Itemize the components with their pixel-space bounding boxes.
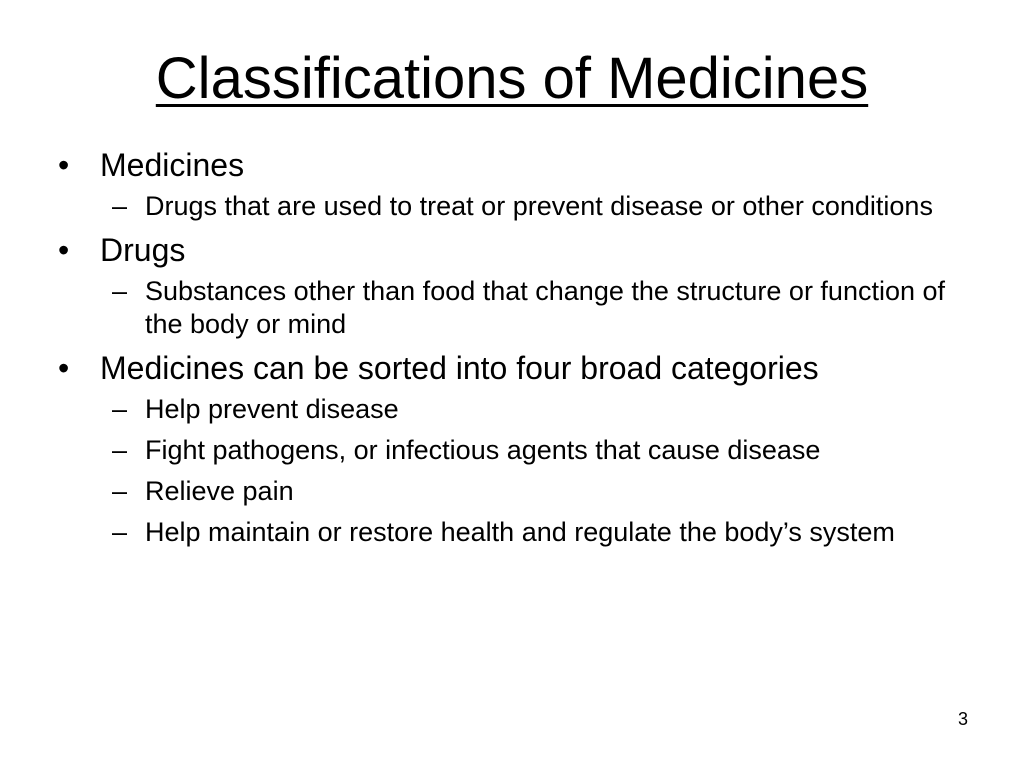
slide-title-text: Classifications of Medicines (155, 46, 869, 111)
sub-bullet-item (52, 275, 962, 341)
sub-bullet-item (52, 190, 962, 223)
bullet-text: Medicines can be sorted into four broad categories (100, 350, 819, 386)
sub-bullet-item (52, 393, 962, 426)
sub-bullet-text: Help maintain or restore health and regulate the body’s system (145, 517, 895, 547)
dash-icon: – (112, 435, 128, 465)
sub-bullet-text: Drugs that are used to treat or prevent disease or other conditions (145, 191, 933, 221)
bullet-icon: • (58, 147, 70, 183)
sub-bullet-item (52, 475, 962, 508)
dash-icon: – (112, 276, 128, 306)
bullet-icon: • (58, 350, 70, 386)
sub-bullet-item (52, 434, 962, 467)
dash-icon: – (112, 394, 128, 424)
page-number: 3 (957, 709, 968, 729)
sub-bullet-text: Substances other than food that change the structure or function of the body or mind (145, 276, 946, 339)
sub-bullet-text: Fight pathogens, or infectious agents that cause disease (145, 435, 821, 465)
dash-icon: – (112, 191, 128, 221)
slide-title (0, 44, 1024, 114)
bullet-list (52, 146, 962, 557)
dash-icon: – (112, 517, 128, 547)
bullet-item-categories (52, 349, 962, 387)
dash-icon: – (112, 476, 128, 506)
sub-bullet-text: Help prevent disease (145, 394, 399, 424)
sub-bullet-text: Relieve pain (145, 476, 294, 506)
bullet-item-medicines (52, 146, 962, 184)
bullet-text: Medicines (100, 147, 245, 183)
sub-bullet-item (52, 516, 962, 549)
bullet-text: Drugs (100, 232, 186, 268)
bullet-icon: • (58, 232, 70, 268)
bullet-item-drugs (52, 231, 962, 269)
